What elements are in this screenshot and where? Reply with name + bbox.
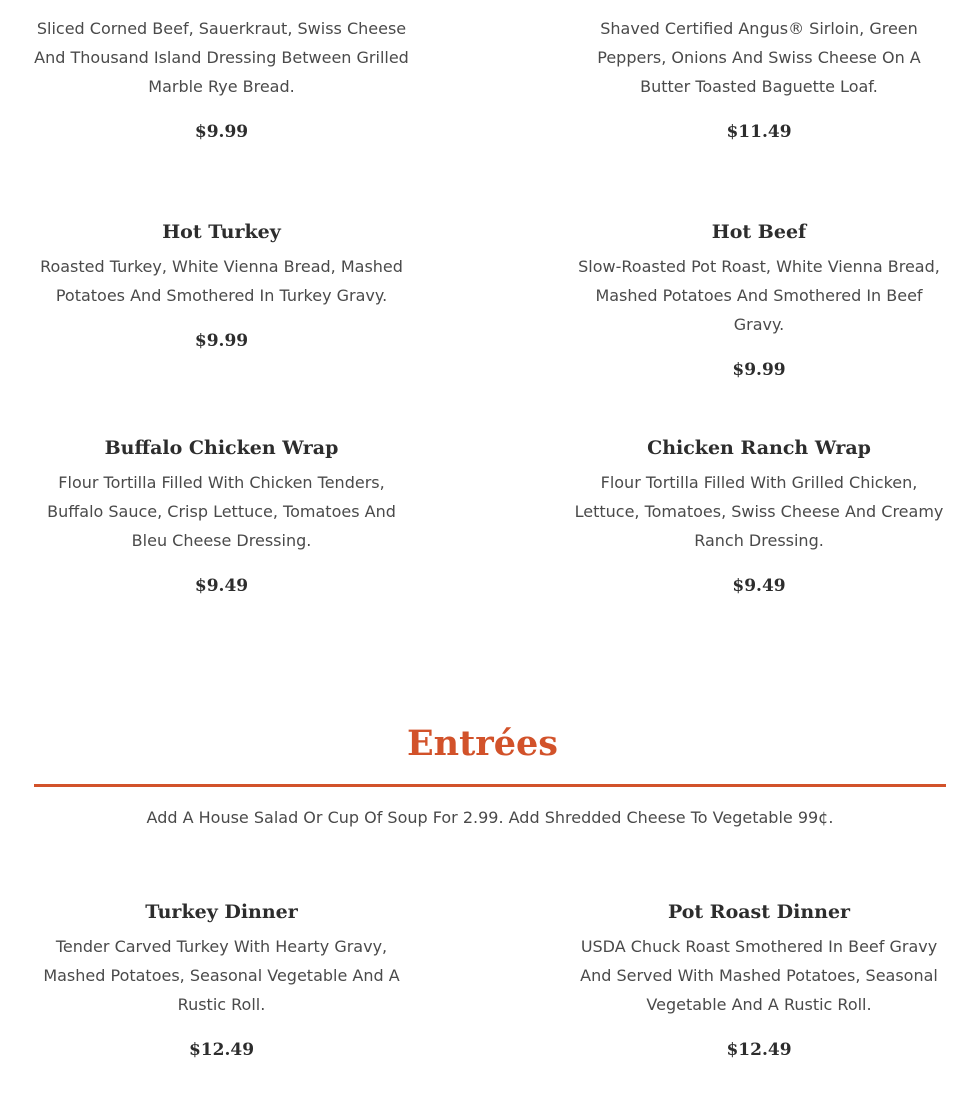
menu-item-reuben [34,14,409,143]
item-price: $9.99 [194,331,249,351]
item-price: $9.99 [194,122,249,142]
item-price: $12.49 [726,1040,792,1060]
menu-item-philly-steak [572,14,946,143]
item-name: Buffalo Chicken Wrap [104,437,339,459]
item-name: Turkey Dinner [145,901,298,923]
section-note: Add A House Salad Or Cup Of Soup For 2.99. Add Shredded Cheese To Vegetable 99¢. [146,808,834,827]
section-title-entrees: Entrées [407,723,558,764]
item-price: $9.99 [732,360,786,380]
item-name: Hot Beef [711,221,807,243]
item-name: Chicken Ranch Wrap [647,437,871,459]
menu-item-turkey-dinner [34,900,409,1061]
menu-item-chicken-ranch-wrap [572,436,946,597]
item-price: $9.49 [732,576,786,596]
item-name: Hot Turkey [162,221,281,243]
section-divider [34,784,946,787]
item-description: Slow-Roasted Pot Roast, White Vienna Bread, Mashed Potatoes And Smothered In Beef Gravy. [578,257,940,334]
item-description: Flour Tortilla Filled With Grilled Chicken, Lettuce, Tomatoes, Swiss Cheese And Creamy Ranch Dressing. [574,473,944,550]
item-description: Flour Tortilla Filled With Chicken Tenders, Buffalo Sauce, Crisp Lettuce, Tomatoes And Bleu Cheese Dressing. [47,473,396,550]
item-description: Sliced Corned Beef, Sauerkraut, Swiss Cheese And Thousand Island Dressing Between Grilled Marble Rye Bread. [34,19,409,96]
item-description: Roasted Turkey, White Vienna Bread, Mashed Potatoes And Smothered In Turkey Gravy. [40,257,403,305]
item-price: $11.49 [726,122,792,142]
menu-item-pot-roast-dinner [572,900,946,1061]
item-description: USDA Chuck Roast Smothered In Beef Gravy And Served With Mashed Potatoes, Seasonal Vegetable And A Rustic Roll. [580,937,938,1014]
item-name: Pot Roast Dinner [667,901,851,923]
item-description: Shaved Certified Angus® Sirloin, Green Peppers, Onions And Swiss Cheese On A Butter Toasted Baguette Loaf. [597,19,921,96]
item-price: $9.49 [194,576,249,596]
menu-item-hot-turkey [34,220,409,352]
menu-item-buffalo-chicken-wrap [34,436,409,597]
item-description: Tender Carved Turkey With Hearty Gravy, Mashed Potatoes, Seasonal Vegetable And A Rustic Roll. [43,937,400,1014]
item-price: $12.49 [188,1040,255,1060]
menu-item-hot-beef [572,220,946,381]
